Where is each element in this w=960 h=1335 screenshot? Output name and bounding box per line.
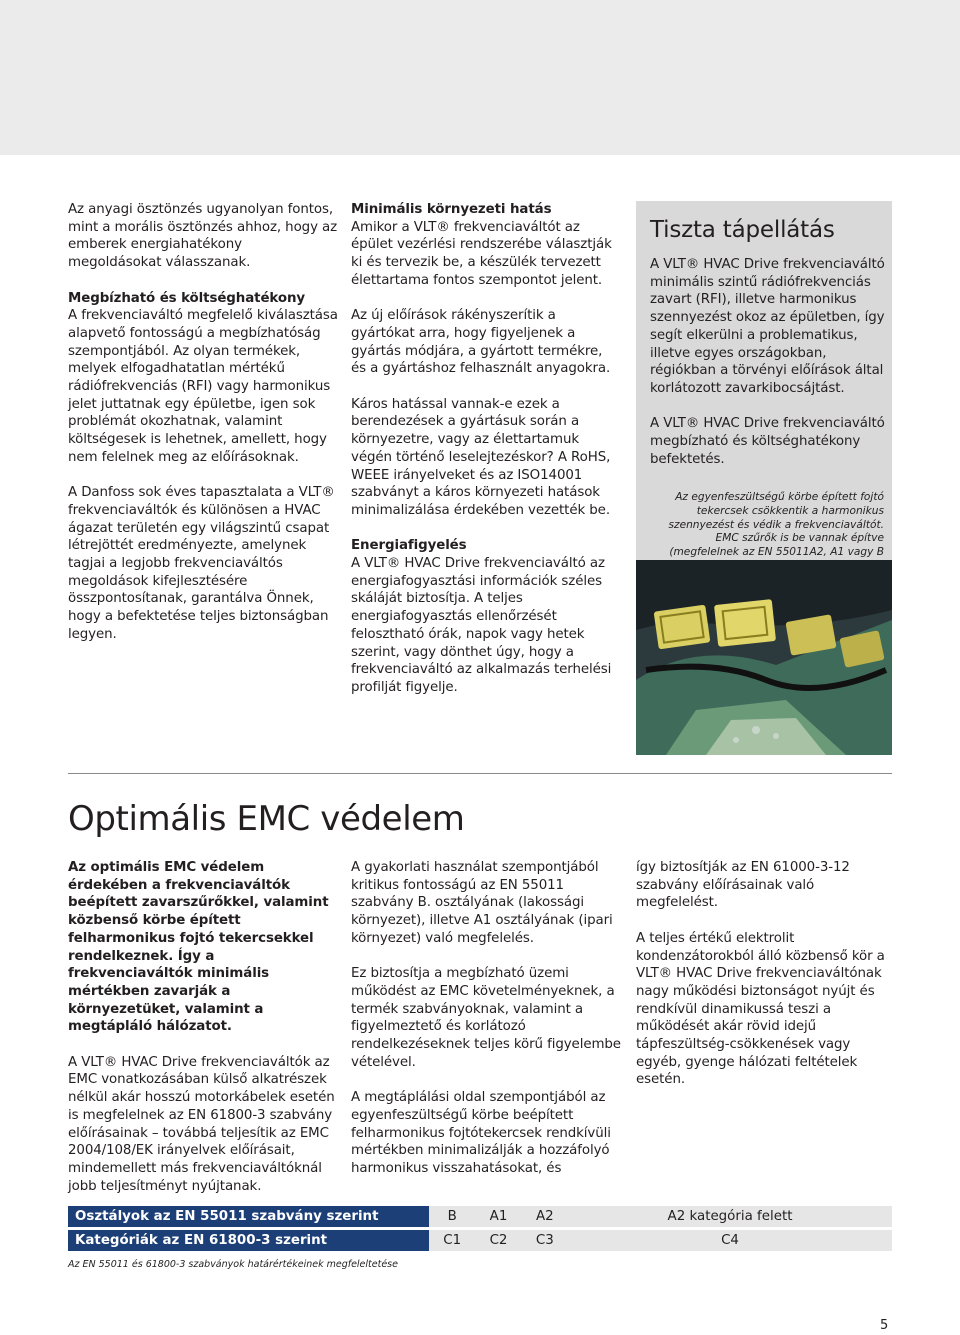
energy-paragraph: A VLT® HVAC Drive frekvenciaváltó az energiafogyasztási információk széles skáláját biztosítja. A teljes energiafogyasztás ellenőrzését felosztható órák, napok vagy hetek szerint, vagy dönthet úgy, hogy a frekvenciaváltó az alkalmazás terhelési profilját figyelje. (351, 556, 612, 695)
table-row (68, 1206, 892, 1227)
intro-column (68, 201, 338, 644)
environment-heading: Minimális környezeti hatás (351, 202, 552, 217)
regulations-paragraph: Az új előírások rákényszerítik a gyártókat arra, hogy figyeljenek a gyártás módjára, a gyártott termékre, és a gyártáshoz felhasznált anyagokra. (351, 308, 611, 377)
sidebar-paragraph-2: A VLT® HVAC Drive frekvenciaváltó megbízható és költséghatékony befektetés. (650, 416, 885, 467)
circuit-board-photo (636, 560, 892, 755)
rohs-paragraph: Káros hatással vannak-e ezek a berendezések a gyártásuk során a környezetre, vagy az élettartamuk végén történő leselejtezéskor? A RoHS, WEEE irányelveket és az ISO14001 szabványt a káros környezeti hatások minimalizálása érdekében vezették be. (351, 396, 611, 518)
reliability-paragraph: A frekvenciaváltó megfelelő kiválasztása alapvető fontosságú a megbízhatóság szempontjából. Az olyan termékek, melyek elfogadhatatlan mértékű rádiófrekvenciás (RFI) vagy harmonikus jelet juttatnak egy épületbe, igen sok problémát okozhatnak, valamint költségesek is lehetnek, amellett, hogy nem felelnek meg az előírásoknak. (68, 308, 338, 465)
energy-block (351, 537, 621, 696)
table-cell: C3 (522, 1230, 568, 1251)
top-band (0, 0, 960, 155)
table-cell: C1 (429, 1230, 475, 1251)
emc-paragraph: A megtáplálási oldal szempontjából az egyenfeszültségű körbe beépített felharmonikus fojtótekercsek rendkívüli mértékben minimalizálják a hozzáfolyó harmonikus visszahatásokat, és (351, 1090, 611, 1176)
emc-paragraph: A VLT® HVAC Drive frekvenciaváltók az EMC vonatkozásában külső alkatrészek nélkül akár hosszú motorkábelek esetén is megfelelnek az EN 61800-3 szabvány előírásainak – továbbá teljesítik az EMC 2004/108/EK irányelvek előírásait, mindemellett más frekvenciaváltóknál jobb teljesítményt nyújtanak. (68, 1054, 335, 1194)
table-cell: C4 (568, 1230, 892, 1251)
table-footnote: Az EN 55011 és 61800-3 szabványok határértékeinek megfeleltetése (68, 1259, 398, 1270)
photo-caption: Az egyenfeszültségű körbe épített fojtó tekercsek csökkentik a harmonikus szennyezést és védik a frekvenciaváltót. EMC szűrők is be vannak építve (megfelelnek az EN 55011A2, A1 vagy B (668, 491, 884, 559)
reliability-block (68, 290, 338, 467)
sidebar-title: Tiszta tápellátás (650, 217, 835, 243)
energy-heading: Energiafigyelés (351, 538, 467, 554)
environment-block (351, 201, 621, 290)
emc-paragraph: Ez biztosítja a megbízható üzemi működést az EMC követelményeknek, a termék szabványoknak, valamint a figyelmeztető és korlátozó rendelkezéseknek teljes körű figyelembe vételével. (351, 966, 621, 1070)
row-header: Kategóriák az EN 61800-3 szerint (68, 1230, 429, 1251)
sidebar-paragraph: A VLT® HVAC Drive frekvenciaváltó minimális szintű rádiófrekvenciás zavart (RFI), illetve harmonikus szennyezést okoz az épületben, így segít elkerülni a problematikus, illetve egyes országokban, régiókban a törvényi előírások által korlátozott zavarkibocsájtást. (650, 257, 885, 396)
table-cell: A1 (475, 1206, 521, 1227)
table-cell: A2 (522, 1206, 568, 1227)
table-cell: C2 (475, 1230, 521, 1251)
clean-power-sidebar (636, 201, 892, 755)
section-title: Optimális EMC védelem (68, 799, 465, 839)
section-divider (68, 773, 892, 774)
emc-column-2 (351, 859, 621, 1178)
table-cell: A2 kategória felett (568, 1206, 892, 1227)
sidebar-text (650, 256, 886, 486)
environment-column (351, 201, 621, 697)
table-row (68, 1230, 892, 1251)
table-cell: B (429, 1206, 475, 1227)
intro-paragraph: Az anyagi ösztönzés ugyanolyan fontos, mint a morális ösztönzés ahhoz, hogy az emberek energiahatékony megoldásokat válasszanak. (68, 202, 338, 271)
emc-paragraph: így biztosítják az EN 61000-3-12 szabvány előírásainak való megfelelést. (636, 860, 850, 911)
environment-paragraph: Amikor a VLT® frekvenciaváltót az épület vezérlési rendszerébe választják ki és tervezik be, a készülék tervezett élettartama fontos szempontot jelent. (351, 219, 612, 288)
page-number: 5 (880, 1318, 889, 1333)
reliability-heading: Megbízható és költséghatékony (68, 290, 306, 306)
emc-paragraph: A teljes értékű elektrolit kondenzátorokból álló közbenső kör a VLT® HVAC Drive frekvenciaváltónak nagy működési biztonságot nyújt és rendkívül dinamikussá teszi a működését akár rövid idejű tápfeszültség-csökkenések vagy egyéb, gyenge hálózati feltételek esetén. (636, 930, 885, 1088)
emc-lead-paragraph: Az optimális EMC védelem érdekében a frekvenciaváltók beépített zavarszűrőkkel, valamint közbenső körbe épített felharmonikus fojtó tekercsekkel rendelkeznek. Így a frekvenciaváltók minimális mértékben zavarják a környezetüket, valamint a megtápláló hálózatot. (68, 860, 329, 1035)
danfoss-paragraph: A Danfoss sok éves tapasztalata a VLT® frekvenciaváltók és különösen a HVAC ágazat területén egy világszintű csapat létrejöttét eredményezte, amelynek tagjai a legjobb frekvenciaváltós megoldások kifejlesztésére összpontosítanak, garantálva Önnek, hogy a befektetése teljes biztonságban legyen. (68, 485, 335, 642)
row-header: Osztályok az EN 55011 szabvány szerint (68, 1206, 429, 1227)
emc-column-3 (636, 859, 892, 1089)
emc-column-1 (68, 859, 338, 1195)
emc-paragraph: A gyakorlati használat szempontjából kritikus fontosságú az EN 55011 szabvány B. osztályának (lakossági környezet), illetve A1 osztályának (ipari környezet) való megfelelés. (351, 860, 613, 946)
emc-classes-table (68, 1203, 892, 1254)
